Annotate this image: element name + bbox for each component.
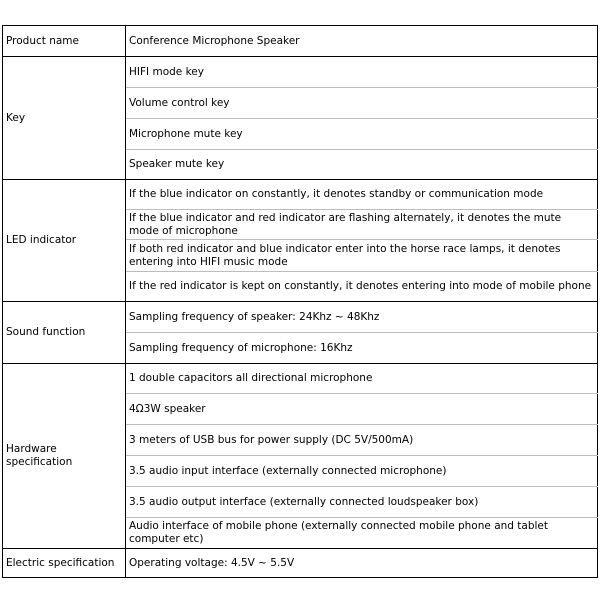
row-sound-1 xyxy=(3,302,598,333)
value-hw-2: 4Ω3W speaker xyxy=(126,394,598,425)
label-sound: Sound function xyxy=(3,302,126,364)
label-product-name: Product name xyxy=(3,26,126,57)
value-key-2: Volume control key xyxy=(126,88,598,119)
value-led-2: If the blue indicator and red indicator are flashing alternately, it denotes the mute mode of microphone xyxy=(126,210,598,240)
value-led-4: If the red indicator is kept on constantly, it denotes entering into mode of mobile phone xyxy=(126,272,598,302)
value-hw-3: 3 meters of USB bus for power supply (DC 5V/500mA) xyxy=(126,425,598,456)
spec-table xyxy=(2,25,598,578)
value-led-3: If both red indicator and blue indicator enter into the horse race lamps, it denotes entering into HIFI music mode xyxy=(126,240,598,272)
value-key-1: HIFI mode key xyxy=(126,57,598,88)
value-product-name: Conference Microphone Speaker xyxy=(126,26,598,57)
row-electric xyxy=(3,549,598,578)
value-hw-1: 1 double capacitors all directional microphone xyxy=(126,364,598,394)
row-product-name xyxy=(3,26,598,57)
row-led-1 xyxy=(3,180,598,210)
label-led: LED indicator xyxy=(3,180,126,302)
value-led-1: If the blue indicator on constantly, it denotes standby or communication mode xyxy=(126,180,598,210)
value-hw-4: 3.5 audio input interface (externally connected microphone) xyxy=(126,456,598,487)
row-hw-1 xyxy=(3,364,598,394)
value-key-3: Microphone mute key xyxy=(126,119,598,150)
value-sound-2: Sampling frequency of microphone: 16Khz xyxy=(126,333,598,364)
value-hw-6: Audio interface of mobile phone (externally connected mobile phone and tablet computer etc) xyxy=(126,518,598,549)
value-key-4: Speaker mute key xyxy=(126,150,598,180)
label-key: Key xyxy=(3,57,126,180)
value-electric-1: Operating voltage: 4.5V ~ 5.5V xyxy=(126,549,598,578)
label-electric: Electric specification xyxy=(3,549,126,578)
value-sound-1: Sampling frequency of speaker: 24Khz ~ 48Khz xyxy=(126,302,598,333)
value-hw-5: 3.5 audio output interface (externally connected loudspeaker box) xyxy=(126,487,598,518)
label-hardware: Hardware specification xyxy=(3,364,126,549)
row-key-1 xyxy=(3,57,598,88)
